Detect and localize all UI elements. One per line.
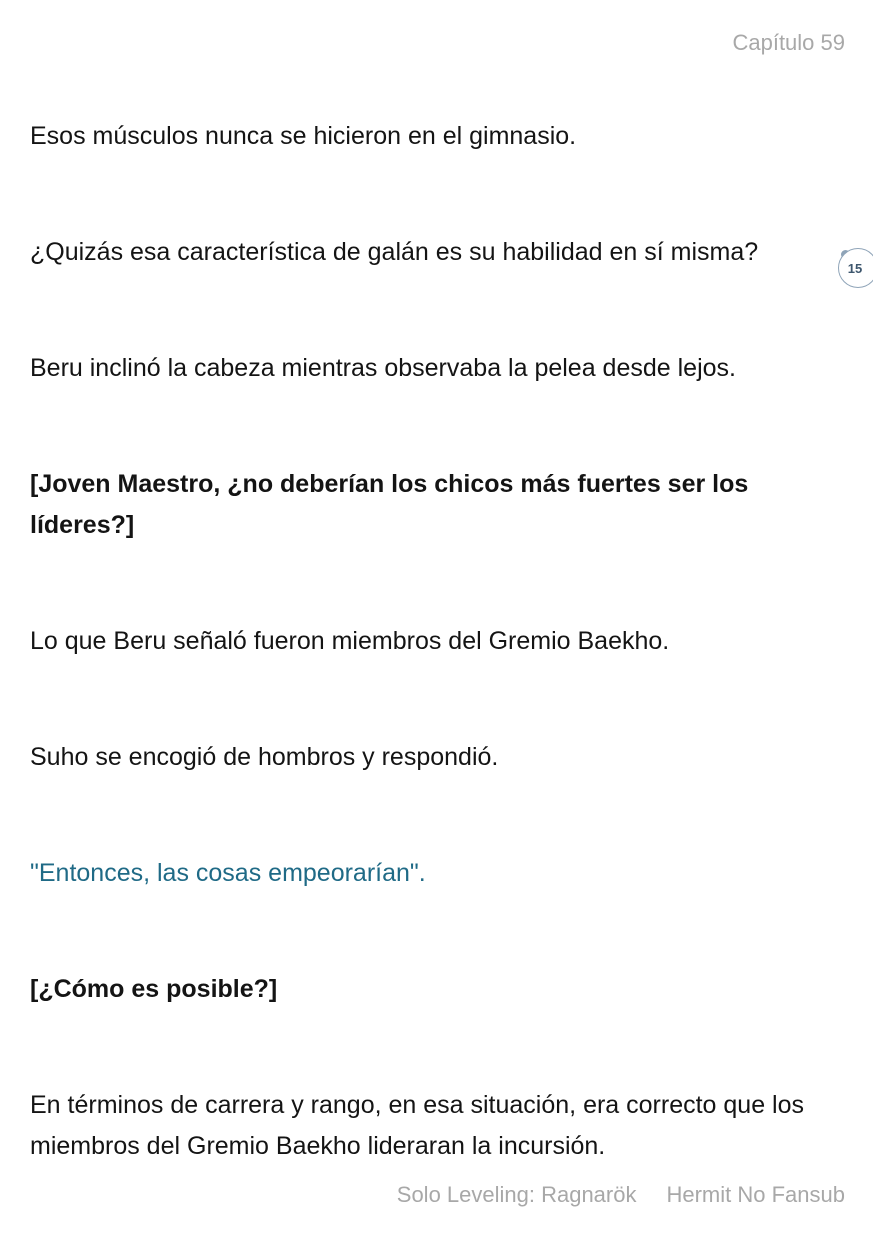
footer [397,1182,845,1208]
paragraph: Beru inclinó la cabeza mientras observaba la pelea desde lejos. [30,354,736,382]
novel-title: Solo Leveling: Ragnarök [396,1182,637,1207]
paragraph: En términos de carrera y rango, en esa situación, era correcto que los miembros del Gremio Baekho lideraran la incursión. [30,1091,805,1160]
paragraph: Esos músculos nunca se hicieron en el gimnasio. [30,122,577,150]
comment-count: 15 [847,260,863,276]
paragraph: Lo que Beru señaló fueron miembros del Gremio Baekho. [30,627,670,655]
system-message: [Joven Maestro, ¿no deberían los chicos más fuertes ser los líderes?] [30,470,749,539]
paragraph: Suho se encogió de hombros y respondió. [30,743,499,771]
translator-group: Hermit No Fansub [666,1182,845,1207]
dialogue-line: "Entonces, las cosas empeorarían". [30,859,426,887]
chapter-title: Capítulo 59 [732,30,845,55]
comment-count-bubble[interactable] [838,248,873,288]
paragraph: ¿Quizás esa característica de galán es su habilidad en sí misma? [30,238,759,266]
system-message: [¿Cómo es posible?] [30,975,278,1003]
